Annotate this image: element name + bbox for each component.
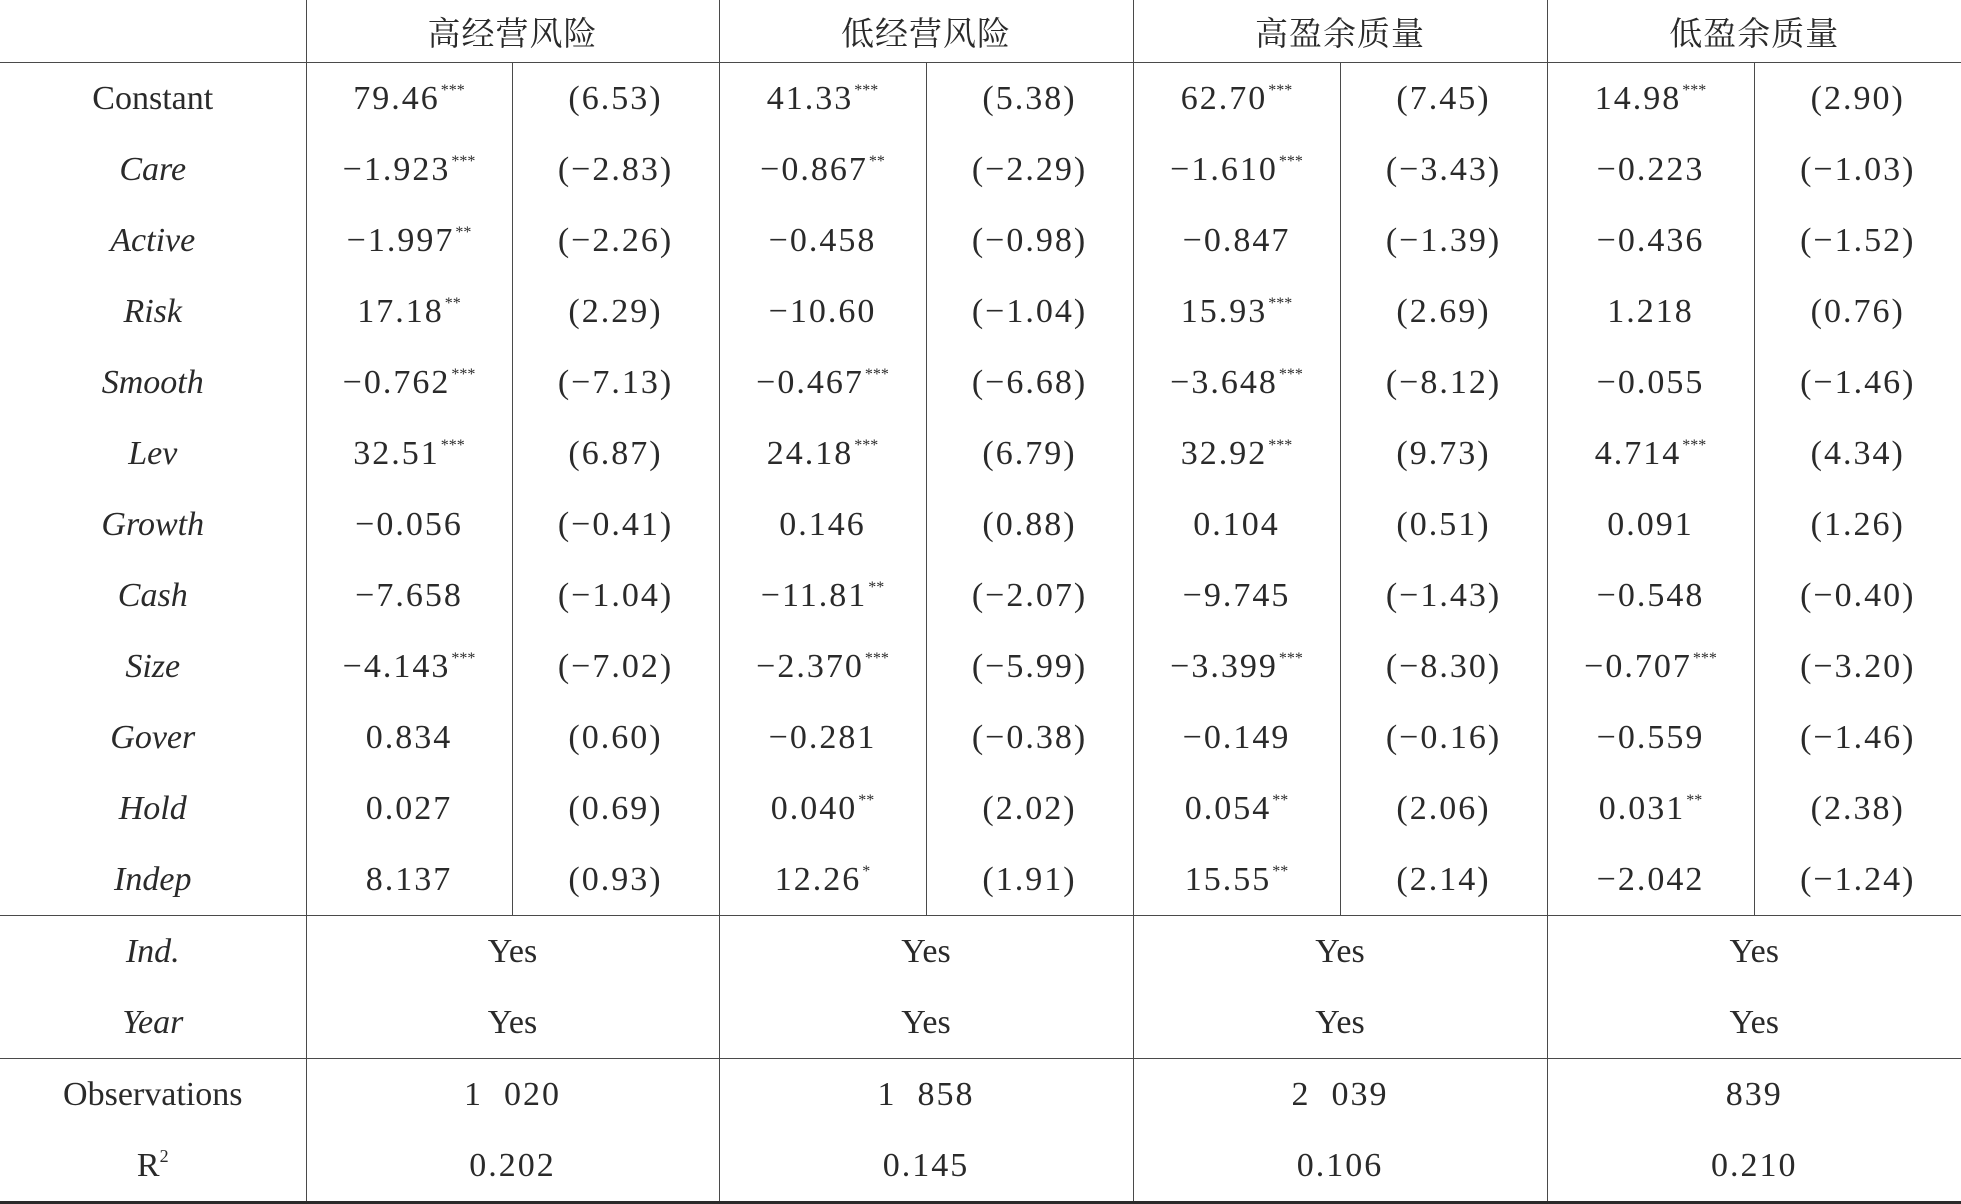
coefficient-cell [306,347,512,418]
coefficient-cell [719,134,926,205]
significance-stars: *** [440,436,465,454]
coefficient-value: 0.104 [1193,505,1280,543]
control-value: Yes [1133,916,1547,988]
t-statistic-cell: (0.88) [926,489,1133,560]
coefficient-cell [1547,489,1754,560]
observations-value: 839 [1547,1059,1961,1131]
significance-stars: ** [1272,791,1289,809]
coefficient-cell [1133,205,1340,276]
coefficient-cell [1133,773,1340,844]
t-statistic-cell: (−0.38) [926,702,1133,773]
t-statistic-cell: (−1.39) [1340,205,1547,276]
t-statistic-cell: (2.14) [1340,844,1547,916]
t-statistic-cell: (2.06) [1340,773,1547,844]
header-row [0,0,1961,63]
t-statistic-cell: (−0.98) [926,205,1133,276]
t-statistic-cell: (0.51) [1340,489,1547,560]
significance-stars: *** [854,436,879,454]
significance-stars: *** [451,649,476,667]
coefficient-value: −10.60 [768,292,877,330]
t-statistic-cell: (−0.16) [1340,702,1547,773]
coefficient-value: −2.042 [1596,860,1705,898]
coefficient-value: 79.46 [353,79,440,117]
t-statistic-cell: (−8.12) [1340,347,1547,418]
row-label: Growth [101,505,205,543]
coefficient-cell [306,63,512,135]
significance-stars: ** [455,223,472,241]
control-value: Yes [1547,987,1961,1059]
t-statistic-cell: (−1.52) [1754,205,1961,276]
row-label: Gover [110,718,196,756]
row-label: Lev [128,434,178,472]
coefficient-cell [719,773,926,844]
coefficient-value: 0.027 [365,789,453,827]
table-row [0,631,1961,702]
coefficient-value: −11.81 [760,576,868,614]
r-squared-value: 0.210 [1547,1130,1961,1203]
row-label: Active [110,221,196,259]
control-value: Yes [719,987,1133,1059]
control-row [0,916,1961,988]
coefficient-cell [719,205,926,276]
t-statistic-cell: (0.93) [512,844,719,916]
t-statistic-cell: (9.73) [1340,418,1547,489]
t-statistic-cell: (6.87) [512,418,719,489]
t-statistic-cell: (1.91) [926,844,1133,916]
coefficient-value: −0.762 [342,363,451,401]
t-statistic-cell: (−1.03) [1754,134,1961,205]
table-row [0,418,1961,489]
coefficient-value: −0.548 [1596,576,1705,614]
t-statistic-cell: (2.02) [926,773,1133,844]
coefficient-value: −0.867 [760,150,868,188]
significance-stars: ** [1686,791,1703,809]
coefficient-cell [1133,134,1340,205]
t-statistic-cell: (−7.13) [512,347,719,418]
t-statistic-cell: (5.38) [926,63,1133,135]
coefficient-value: −0.223 [1596,150,1705,188]
significance-stars: *** [1692,649,1717,667]
r-squared-label: R [136,1147,160,1184]
header-group-low-operating-risk: 低经营风险 [719,0,1133,63]
control-value: Yes [1547,916,1961,988]
coefficient-cell [1547,773,1754,844]
observations-value: 2 039 [1133,1059,1547,1131]
t-statistic-cell: (−5.99) [926,631,1133,702]
t-statistic-cell: (−2.29) [926,134,1133,205]
coefficient-cell [1133,276,1340,347]
coefficient-cell [1133,560,1340,631]
coefficient-value: 32.51 [353,434,440,472]
t-statistic-cell: (−6.68) [926,347,1133,418]
t-statistic-cell: (−1.04) [512,560,719,631]
significance-stars: *** [1682,81,1707,99]
coefficient-cell [306,418,512,489]
t-statistic-cell: (4.34) [1754,418,1961,489]
row-label: Observations [0,1059,306,1131]
table-row [0,63,1961,135]
coefficient-cell [719,702,926,773]
coefficient-cell [719,418,926,489]
t-statistic-cell: (2.29) [512,276,719,347]
coefficient-value: 17.18 [357,292,444,330]
coefficient-value: 0.031 [1598,789,1686,827]
coefficient-cell [1547,134,1754,205]
table-row [0,347,1961,418]
coefficient-value: −2.370 [756,647,864,685]
row-label: Constant [92,79,214,117]
coefficient-cell [306,489,512,560]
coefficient-cell [306,702,512,773]
significance-stars: *** [1278,365,1303,383]
table-row [0,276,1961,347]
coefficient-value: 24.18 [766,434,854,472]
coefficient-cell [1547,276,1754,347]
significance-stars: ** [868,152,885,170]
coefficient-value: −1.923 [342,150,451,188]
observations-value: 1 020 [306,1059,719,1131]
significance-stars: *** [1268,436,1293,454]
t-statistic-cell: (0.60) [512,702,719,773]
t-statistic-cell: (−2.26) [512,205,719,276]
table-row [0,134,1961,205]
table-row [0,844,1961,916]
t-statistic-cell: (2.69) [1340,276,1547,347]
row-label: Smooth [101,363,204,401]
row-label: Risk [123,292,183,330]
t-statistic-cell: (−3.20) [1754,631,1961,702]
coefficient-cell [1133,347,1340,418]
t-statistic-cell: (2.90) [1754,63,1961,135]
coefficient-value: 32.92 [1180,434,1268,472]
coefficient-cell [719,631,926,702]
coefficient-value: 0.054 [1184,789,1272,827]
row-label: Ind. [0,916,306,988]
t-statistic-cell: (7.45) [1340,63,1547,135]
coefficient-value: 8.137 [365,860,453,898]
table-row [0,702,1961,773]
significance-stars: ** [1272,862,1289,880]
coefficient-value: −1.610 [1170,150,1278,188]
t-statistic-cell: (6.79) [926,418,1133,489]
coefficient-cell [1547,844,1754,916]
t-statistic-cell: (−1.46) [1754,347,1961,418]
coefficient-value: 0.091 [1607,505,1694,543]
significance-stars: *** [1682,436,1707,454]
coefficient-value: 1.218 [1607,292,1694,330]
r-squared-value: 0.106 [1133,1130,1547,1203]
coefficient-cell [1547,347,1754,418]
t-statistic-cell: (−2.07) [926,560,1133,631]
row-label: Cash [117,576,188,614]
coefficient-cell [719,63,926,135]
coefficient-cell [1133,63,1340,135]
t-statistic-cell: (−7.02) [512,631,719,702]
significance-stars: *** [440,81,465,99]
t-statistic-cell: (−0.41) [512,489,719,560]
coefficient-value: −0.458 [768,221,877,259]
significance-stars: * [862,862,871,880]
t-statistic-cell: (2.38) [1754,773,1961,844]
coefficient-value: −4.143 [342,647,451,685]
coefficient-cell [306,560,512,631]
t-statistic-cell: (−2.83) [512,134,719,205]
r-squared-value: 0.145 [719,1130,1133,1203]
coefficient-cell [1547,702,1754,773]
coefficient-value: 41.33 [766,79,854,117]
coefficient-cell [1547,631,1754,702]
row-label: Indep [114,860,192,898]
significance-stars: *** [864,649,889,667]
coefficient-value: 15.55 [1184,860,1272,898]
t-statistic-cell: (−8.30) [1340,631,1547,702]
coefficient-value: −0.467 [756,363,864,401]
row-label [0,1130,306,1203]
coefficient-value: −3.648 [1170,363,1278,401]
coefficient-value: −0.149 [1182,718,1291,756]
control-row [0,987,1961,1059]
header-group-high-earnings-quality: 高盈余质量 [1133,0,1547,63]
t-statistic-cell: (−1.24) [1754,844,1961,916]
coefficient-value: 0.834 [365,718,453,756]
coefficient-value: −0.707 [1584,647,1692,685]
row-label: Size [125,647,181,685]
coefficient-value: −0.559 [1596,718,1705,756]
coefficient-cell [1133,489,1340,560]
table-row [0,560,1961,631]
r-squared-value: 0.202 [306,1130,719,1203]
t-statistic-cell: (1.26) [1754,489,1961,560]
t-statistic-cell: (0.69) [512,773,719,844]
t-statistic-cell: (−1.43) [1340,560,1547,631]
coefficient-cell [1133,702,1340,773]
row-label: Hold [118,789,187,827]
coefficient-cell [1133,418,1340,489]
coefficient-value: 4.714 [1594,434,1682,472]
observations-row [0,1059,1961,1131]
coefficient-value: −0.847 [1182,221,1291,259]
coefficient-value: 0.040 [770,789,858,827]
coefficient-value: −0.281 [768,718,877,756]
control-value: Yes [306,987,719,1059]
significance-stars: *** [864,365,889,383]
coefficient-cell [306,205,512,276]
coefficient-value: 12.26 [774,860,862,898]
t-statistic-cell: (−1.46) [1754,702,1961,773]
header-group-low-earnings-quality: 低盈余质量 [1547,0,1961,63]
table-row [0,489,1961,560]
coefficient-cell [306,773,512,844]
r-squared-superscript: 2 [159,1146,169,1166]
significance-stars: *** [451,152,476,170]
control-value: Yes [719,916,1133,988]
r-squared-row [0,1130,1961,1203]
coefficient-cell [1547,63,1754,135]
coefficient-cell [719,347,926,418]
t-statistic-cell: (−1.04) [926,276,1133,347]
significance-stars: *** [1268,81,1293,99]
coefficient-value: 15.93 [1180,292,1268,330]
coefficient-cell [1133,844,1340,916]
coefficient-value: 14.98 [1594,79,1682,117]
coefficient-cell [719,489,926,560]
coefficient-cell [1547,560,1754,631]
coefficient-value: −1.997 [346,221,455,259]
coefficient-cell [1547,205,1754,276]
significance-stars: ** [858,791,875,809]
table-row [0,773,1961,844]
coefficient-cell [306,844,512,916]
significance-stars: *** [1268,294,1293,312]
coefficient-cell [719,276,926,347]
significance-stars: ** [868,578,885,596]
row-label: Care [119,150,187,188]
coefficient-value: −0.056 [355,505,463,543]
coefficient-value: −0.055 [1596,363,1705,401]
coefficient-cell [719,844,926,916]
control-value: Yes [306,916,719,988]
coefficient-value: −3.399 [1170,647,1278,685]
significance-stars: *** [1278,152,1303,170]
coefficient-cell [719,560,926,631]
coefficient-value: −9.745 [1182,576,1291,614]
significance-stars: ** [444,294,461,312]
significance-stars: *** [1278,649,1303,667]
t-statistic-cell: (6.53) [512,63,719,135]
row-label: Year [122,1003,184,1041]
observations-value: 1 858 [719,1059,1133,1131]
t-statistic-cell: (0.76) [1754,276,1961,347]
significance-stars: *** [854,81,879,99]
coefficient-value: −7.658 [355,576,463,614]
coefficient-cell [1133,631,1340,702]
t-statistic-cell: (−0.40) [1754,560,1961,631]
coefficient-cell [1547,418,1754,489]
table-row [0,205,1961,276]
coefficient-value: −0.436 [1596,221,1705,259]
significance-stars: *** [451,365,476,383]
control-value: Yes [1133,987,1547,1059]
coefficient-cell [306,631,512,702]
t-statistic-cell: (−3.43) [1340,134,1547,205]
header-group-high-operating-risk: 高经营风险 [306,0,719,63]
coefficient-value: 62.70 [1180,79,1268,117]
coefficient-cell [306,276,512,347]
coefficient-value: 0.146 [779,505,866,543]
header-corner [0,0,306,63]
coefficient-cell [306,134,512,205]
